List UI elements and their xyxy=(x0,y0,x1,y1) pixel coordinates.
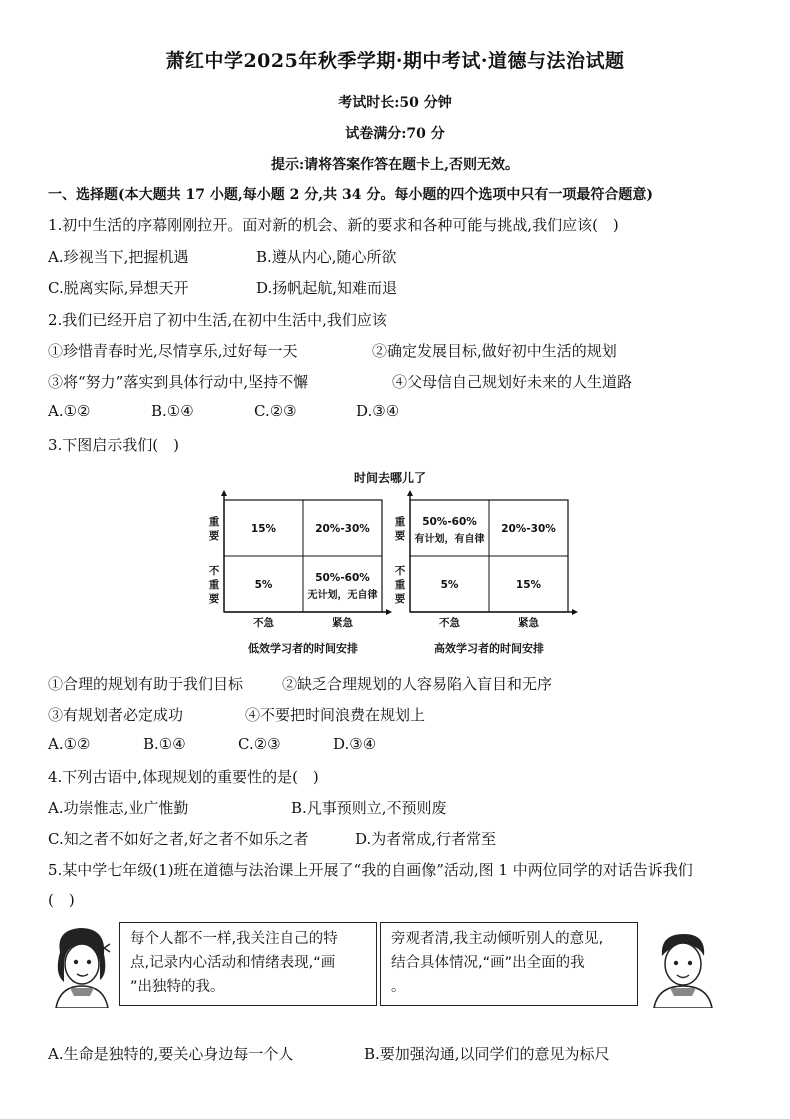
panel-1-row-label-2: 要 xyxy=(208,593,220,605)
cell-value: 15% xyxy=(515,579,542,591)
panel-2-row-label-2: 不 xyxy=(394,565,406,577)
q2-statement-2: ②确定发展目标,做好初中生活的规划 xyxy=(372,342,617,360)
panel-1-row-label-1: 重 xyxy=(208,516,220,528)
q2-stem: 2.我们已经开启了初中生活,在初中生活中,我们应该 xyxy=(48,311,387,329)
q3-option-a: A.①② xyxy=(48,735,91,753)
section-heading: 一、选择题(本大题共 17 小题,每小题 2 分,共 34 分。每小题的四个选项中只有一项最符合题意) xyxy=(48,187,653,203)
answer-notice: 提示:请将答案作答在题卡上,否则无效。 xyxy=(270,157,520,173)
q1-option-b: B.遵从内心,随心所欲 xyxy=(256,248,397,266)
panel-1-col-label-2: 紧急 xyxy=(332,617,353,629)
girl-speech-bubble xyxy=(119,922,377,1006)
q2-statement-4: ④父母信自己规划好未来的人生道路 xyxy=(392,373,633,391)
panel-2-col-label-1: 不急 xyxy=(439,617,460,629)
panel-1-caption: 低效学习者的时间安排 xyxy=(248,642,358,655)
q3-option-b: B.①④ xyxy=(143,735,186,753)
q2-option-d: D.③④ xyxy=(356,402,400,420)
q1-stem: 1.初中生活的序幕刚刚拉开。面对新的机会、新的要求和各种可能与挑战,我们应该( ) xyxy=(48,216,619,234)
q3-option-c: C.②③ xyxy=(238,735,281,753)
q5-option-a: A.生命是独特的,要关心身边每一个人 xyxy=(48,1045,294,1063)
boy-bubble-line-3: 。 xyxy=(391,979,406,995)
q5-option-b: B.要加强沟通,以同学们的意见为标尺 xyxy=(364,1045,610,1063)
cell-value: 50%-60% xyxy=(315,572,370,584)
q3-statement-2: ②缺乏合理规划的人容易陷入盲目和无序 xyxy=(282,675,553,693)
q1-option-d: D.扬帆起航,知难而退 xyxy=(256,279,398,297)
exam-duration: 考试时长:50 分钟 xyxy=(338,95,452,111)
panel-1-y-arrow xyxy=(221,490,227,496)
cell-note: 无计划，无自律 xyxy=(307,590,378,601)
q4-option-d: D.为者常成,行者常至 xyxy=(355,830,497,848)
q4-stem: 4.下列古语中,体现规划的重要性的是( ) xyxy=(48,768,319,786)
boy-speech-bubble xyxy=(380,922,638,1006)
girl-bubble-line-2: 点,记录内心活动和情绪表现,“画 xyxy=(130,955,336,971)
q3-statement-4: ④不要把时间浪费在规划上 xyxy=(245,706,426,724)
panel-1-row-label-1: 要 xyxy=(208,530,220,542)
panel-2-row-label-2: 要 xyxy=(394,593,406,605)
cell-value: 15% xyxy=(250,523,277,535)
panel-2-row-label-1: 重 xyxy=(394,516,406,528)
q3-statement-3: ③有规划者必定成功 xyxy=(48,706,184,724)
cell-value: 50%-60% xyxy=(422,516,477,528)
panel-2-col-label-2: 紧急 xyxy=(518,617,539,629)
q5-stem-paren: ( ) xyxy=(48,891,75,909)
chart-title: 时间去哪儿了 xyxy=(353,471,427,485)
q2-option-a: A.①② xyxy=(48,402,91,420)
q3-option-d: D.③④ xyxy=(333,735,377,753)
q4-option-a: A.功崇惟志,业广惟勤 xyxy=(48,799,189,817)
cell-value: 20%-30% xyxy=(315,523,370,535)
chart-svg xyxy=(200,466,580,662)
girl-avatar xyxy=(46,922,118,1012)
full-score: 试卷满分:70 分 xyxy=(345,126,445,142)
cell-value: 5% xyxy=(254,579,273,591)
q4-option-b: B.凡事预则立,不预则废 xyxy=(291,799,447,817)
q2-option-b: B.①④ xyxy=(151,402,194,420)
panel-2-row-label-1: 要 xyxy=(394,530,406,542)
panel-2-y-arrow xyxy=(407,490,413,496)
q3-stem: 3.下图启示我们( ) xyxy=(48,436,180,454)
girl-bubble-line-3: ”出独特的我。 xyxy=(130,979,225,995)
boy-avatar xyxy=(648,926,718,1012)
q1-option-a: A.珍视当下,把握机遇 xyxy=(48,248,189,266)
girl-bubble-line-1: 每个人都不一样,我关注自己的特 xyxy=(130,931,338,947)
q5-stem: 5.某中学七年级(1)班在道德与法治课上开展了“我的自画像”活动,图 1 中两位同学的对话告诉我们 xyxy=(48,861,693,879)
panel-1-row-label-2: 不 xyxy=(208,565,220,577)
cell-note: 有计划，有自律 xyxy=(414,534,485,545)
q1-option-c: C.脱离实际,异想天开 xyxy=(48,279,189,297)
cell-value: 20%-30% xyxy=(501,523,556,535)
time-allocation-chart xyxy=(200,466,580,662)
panel-2-row-label-2: 重 xyxy=(394,579,406,591)
boy-bubble-line-2: 结合具体情况,“画”出全面的我 xyxy=(391,955,585,971)
panel-2-x-arrow xyxy=(572,609,578,615)
cell-value: 5% xyxy=(440,579,459,591)
panel-1-col-label-1: 不急 xyxy=(253,617,274,629)
boy-bubble-line-1: 旁观者清,我主动倾听别人的意见, xyxy=(391,931,604,947)
q2-statement-3: ③将“努力”落实到具体行动中,坚持不懈 xyxy=(48,373,309,391)
exam-title: 萧红中学2025年秋季学期·期中考试·道德与法治试题 xyxy=(165,50,625,72)
q2-option-c: C.②③ xyxy=(254,402,297,420)
panel-2-caption: 高效学习者的时间安排 xyxy=(434,642,544,655)
q2-statement-1: ①珍惜青春时光,尽情享乐,过好每一天 xyxy=(48,342,298,360)
panel-1-x-arrow xyxy=(386,609,392,615)
panel-1-row-label-2: 重 xyxy=(208,579,220,591)
q3-statement-1: ①合理的规划有助于我们目标 xyxy=(48,675,244,693)
q4-option-c: C.知之者不如好之者,好之者不如乐之者 xyxy=(48,830,309,848)
